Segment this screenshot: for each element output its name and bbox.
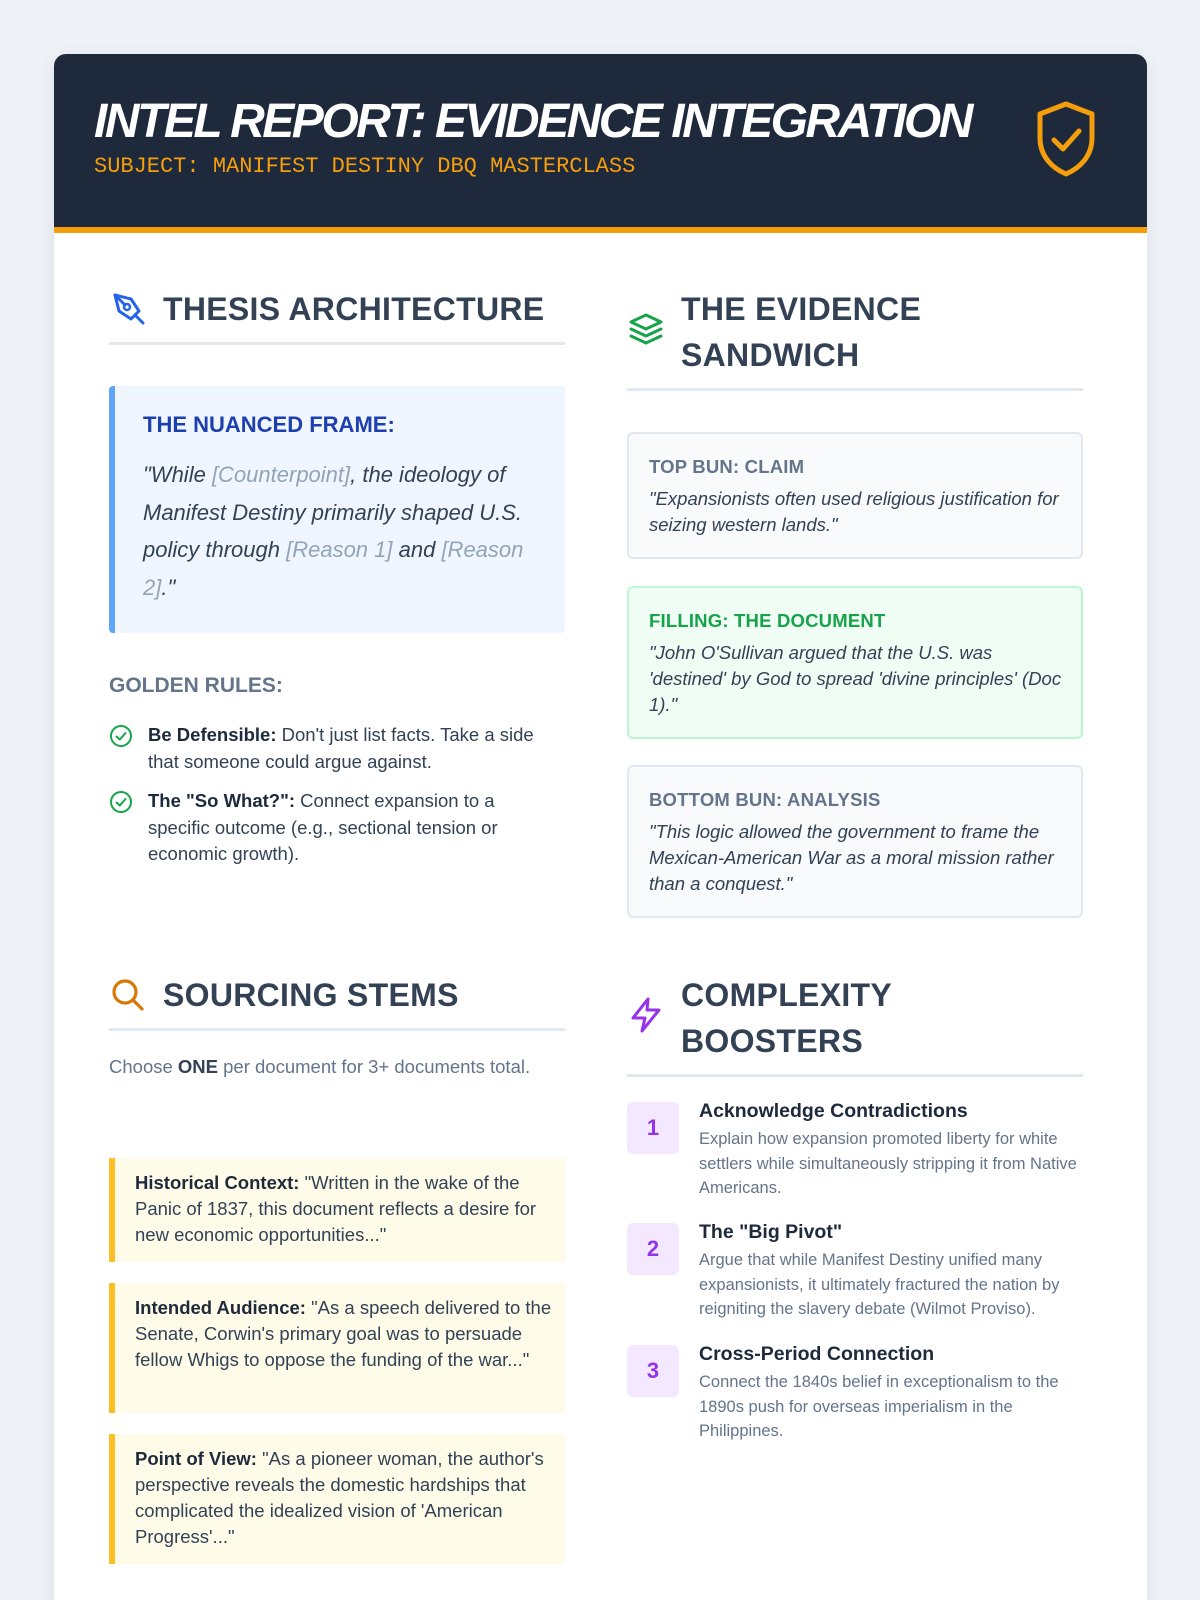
frame-label: THE NUANCED FRAME: — [143, 412, 395, 437]
layers-icon — [627, 310, 665, 348]
check-circle-icon — [109, 790, 133, 814]
sourcing-stem-audience — [109, 1283, 565, 1413]
top-bun-text: "Expansionists often used religious justification for seizing western lands." — [649, 488, 1059, 535]
stem-body: "Written in the wake of the Panic of 1837, this document reflects a desire for new economic opportunities..." — [135, 1172, 537, 1245]
stem-bold: Point of View: — [135, 1448, 257, 1469]
golden-rule — [109, 722, 565, 782]
sourcing-header — [109, 972, 565, 1031]
check-circle-icon — [109, 724, 133, 748]
complexity-section — [627, 972, 1083, 1452]
nuanced-frame-box — [109, 386, 565, 633]
golden-rules-label: GOLDEN RULES: — [109, 674, 283, 697]
report-title: INTEL REPORT: EVIDENCE INTEGRATION — [94, 95, 971, 148]
filling-card — [627, 586, 1083, 739]
complexity-title: COMPLEXITY BOOSTERS — [681, 977, 892, 1059]
booster-number: 3 — [627, 1345, 679, 1397]
frame-placeholder: [Reason 1] — [286, 537, 393, 562]
frame-text-part: "While — [143, 462, 212, 487]
pen-nib-icon — [109, 289, 147, 327]
booster-item — [627, 1223, 1083, 1323]
booster-desc: Explain how expansion promoted liberty for white settlers while simultaneously stripping it from Native Americans. — [699, 1130, 1077, 1197]
stem-text — [135, 1446, 563, 1550]
stem-body: "As a pioneer woman, the author's perspective reveals the domestic hardships that complicated the idealized vision of 'American Progress'..." — [135, 1448, 544, 1547]
booster-title: Cross-Period Connection — [699, 1343, 935, 1365]
booster-item — [627, 1345, 1083, 1445]
rule-body: Connect expansion to a specific outcome (e.g., sectional tension or economic growth). — [148, 790, 498, 864]
golden-rule-text — [148, 722, 558, 775]
top-bun-label: TOP BUN: CLAIM — [649, 456, 805, 477]
booster-title: Acknowledge Contradictions — [699, 1100, 968, 1122]
bottom-bun-text: "This logic allowed the government to frame the Mexican-American War as a moral mission rather than a conquest." — [649, 821, 1054, 894]
stem-bold: Intended Audience: — [135, 1297, 306, 1318]
booster-number: 2 — [627, 1223, 679, 1275]
thesis-header — [109, 286, 565, 345]
frame-template-text — [143, 456, 553, 606]
frame-placeholder: [Reason 2] — [143, 537, 524, 600]
sourcing-stem-historical — [109, 1158, 565, 1262]
report-card — [54, 54, 1147, 1600]
frame-text-part: ." — [161, 574, 176, 600]
sandwich-section — [627, 286, 1083, 986]
thesis-section — [109, 286, 565, 926]
booster-desc: Connect the 1840s belief in exceptionalism to the 1890s push for overseas imperialism in the Philippines. — [699, 1373, 1059, 1440]
shield-check-icon — [1034, 100, 1098, 178]
report-subtitle: SUBJECT: MANIFEST DESTINY DBQ MASTERCLASS — [94, 154, 636, 179]
intro-text: per document for 3+ documents total. — [218, 1056, 531, 1077]
frame-text-part: , the ideology of Manifest Destiny primarily shaped U.S. policy through — [143, 462, 523, 562]
stem-text — [135, 1170, 563, 1248]
sourcing-stem-pov — [109, 1434, 565, 1564]
filling-label: FILLING: THE DOCUMENT — [649, 610, 886, 631]
stem-text — [135, 1295, 563, 1373]
stem-bold: Historical Context: — [135, 1172, 300, 1193]
thesis-title: THESIS ARCHITECTURE — [163, 291, 545, 327]
bottom-bun-card — [627, 765, 1083, 918]
sandwich-header — [627, 286, 1083, 391]
booster-desc: Argue that while Manifest Destiny unified many expansionists, it ultimately fractured the nation by reigniting the slavery debate (Wilmot Proviso). — [699, 1251, 1060, 1318]
rule-bold: The "So What?": — [148, 790, 296, 811]
booster-title: The "Big Pivot" — [699, 1221, 843, 1243]
report-header — [54, 54, 1147, 233]
search-icon — [109, 976, 147, 1014]
booster-number: 1 — [627, 1102, 679, 1154]
filling-text: "John O'Sullivan argued that the U.S. was 'destined' by God to spread 'divine principles' (Doc 1)." — [649, 642, 1062, 715]
sourcing-intro — [109, 1054, 565, 1080]
frame-text-part: and — [392, 537, 442, 562]
sourcing-title: SOURCING STEMS — [163, 977, 459, 1013]
lightning-icon — [627, 996, 665, 1034]
rule-body: Don't just list facts. Take a side that someone could argue against. — [148, 724, 534, 772]
rule-bold: Be Defensible: — [148, 724, 277, 745]
frame-placeholder: [Counterpoint] — [211, 462, 351, 487]
bottom-bun-label: BOTTOM BUN: ANALYSIS — [649, 789, 881, 810]
top-bun-card — [627, 432, 1083, 559]
sandwich-title: THE EVIDENCE SANDWICH — [681, 291, 922, 373]
complexity-header — [627, 972, 1083, 1077]
intro-text: Choose — [109, 1056, 178, 1077]
intro-bold: ONE — [177, 1056, 218, 1077]
booster-item — [627, 1102, 1083, 1202]
stem-body: "As a speech delivered to the Senate, Corwin's primary goal was to persuade fellow Whigs to oppose the funding of the war..." — [135, 1297, 552, 1370]
golden-rule — [109, 788, 565, 878]
golden-rule-text — [148, 788, 558, 868]
